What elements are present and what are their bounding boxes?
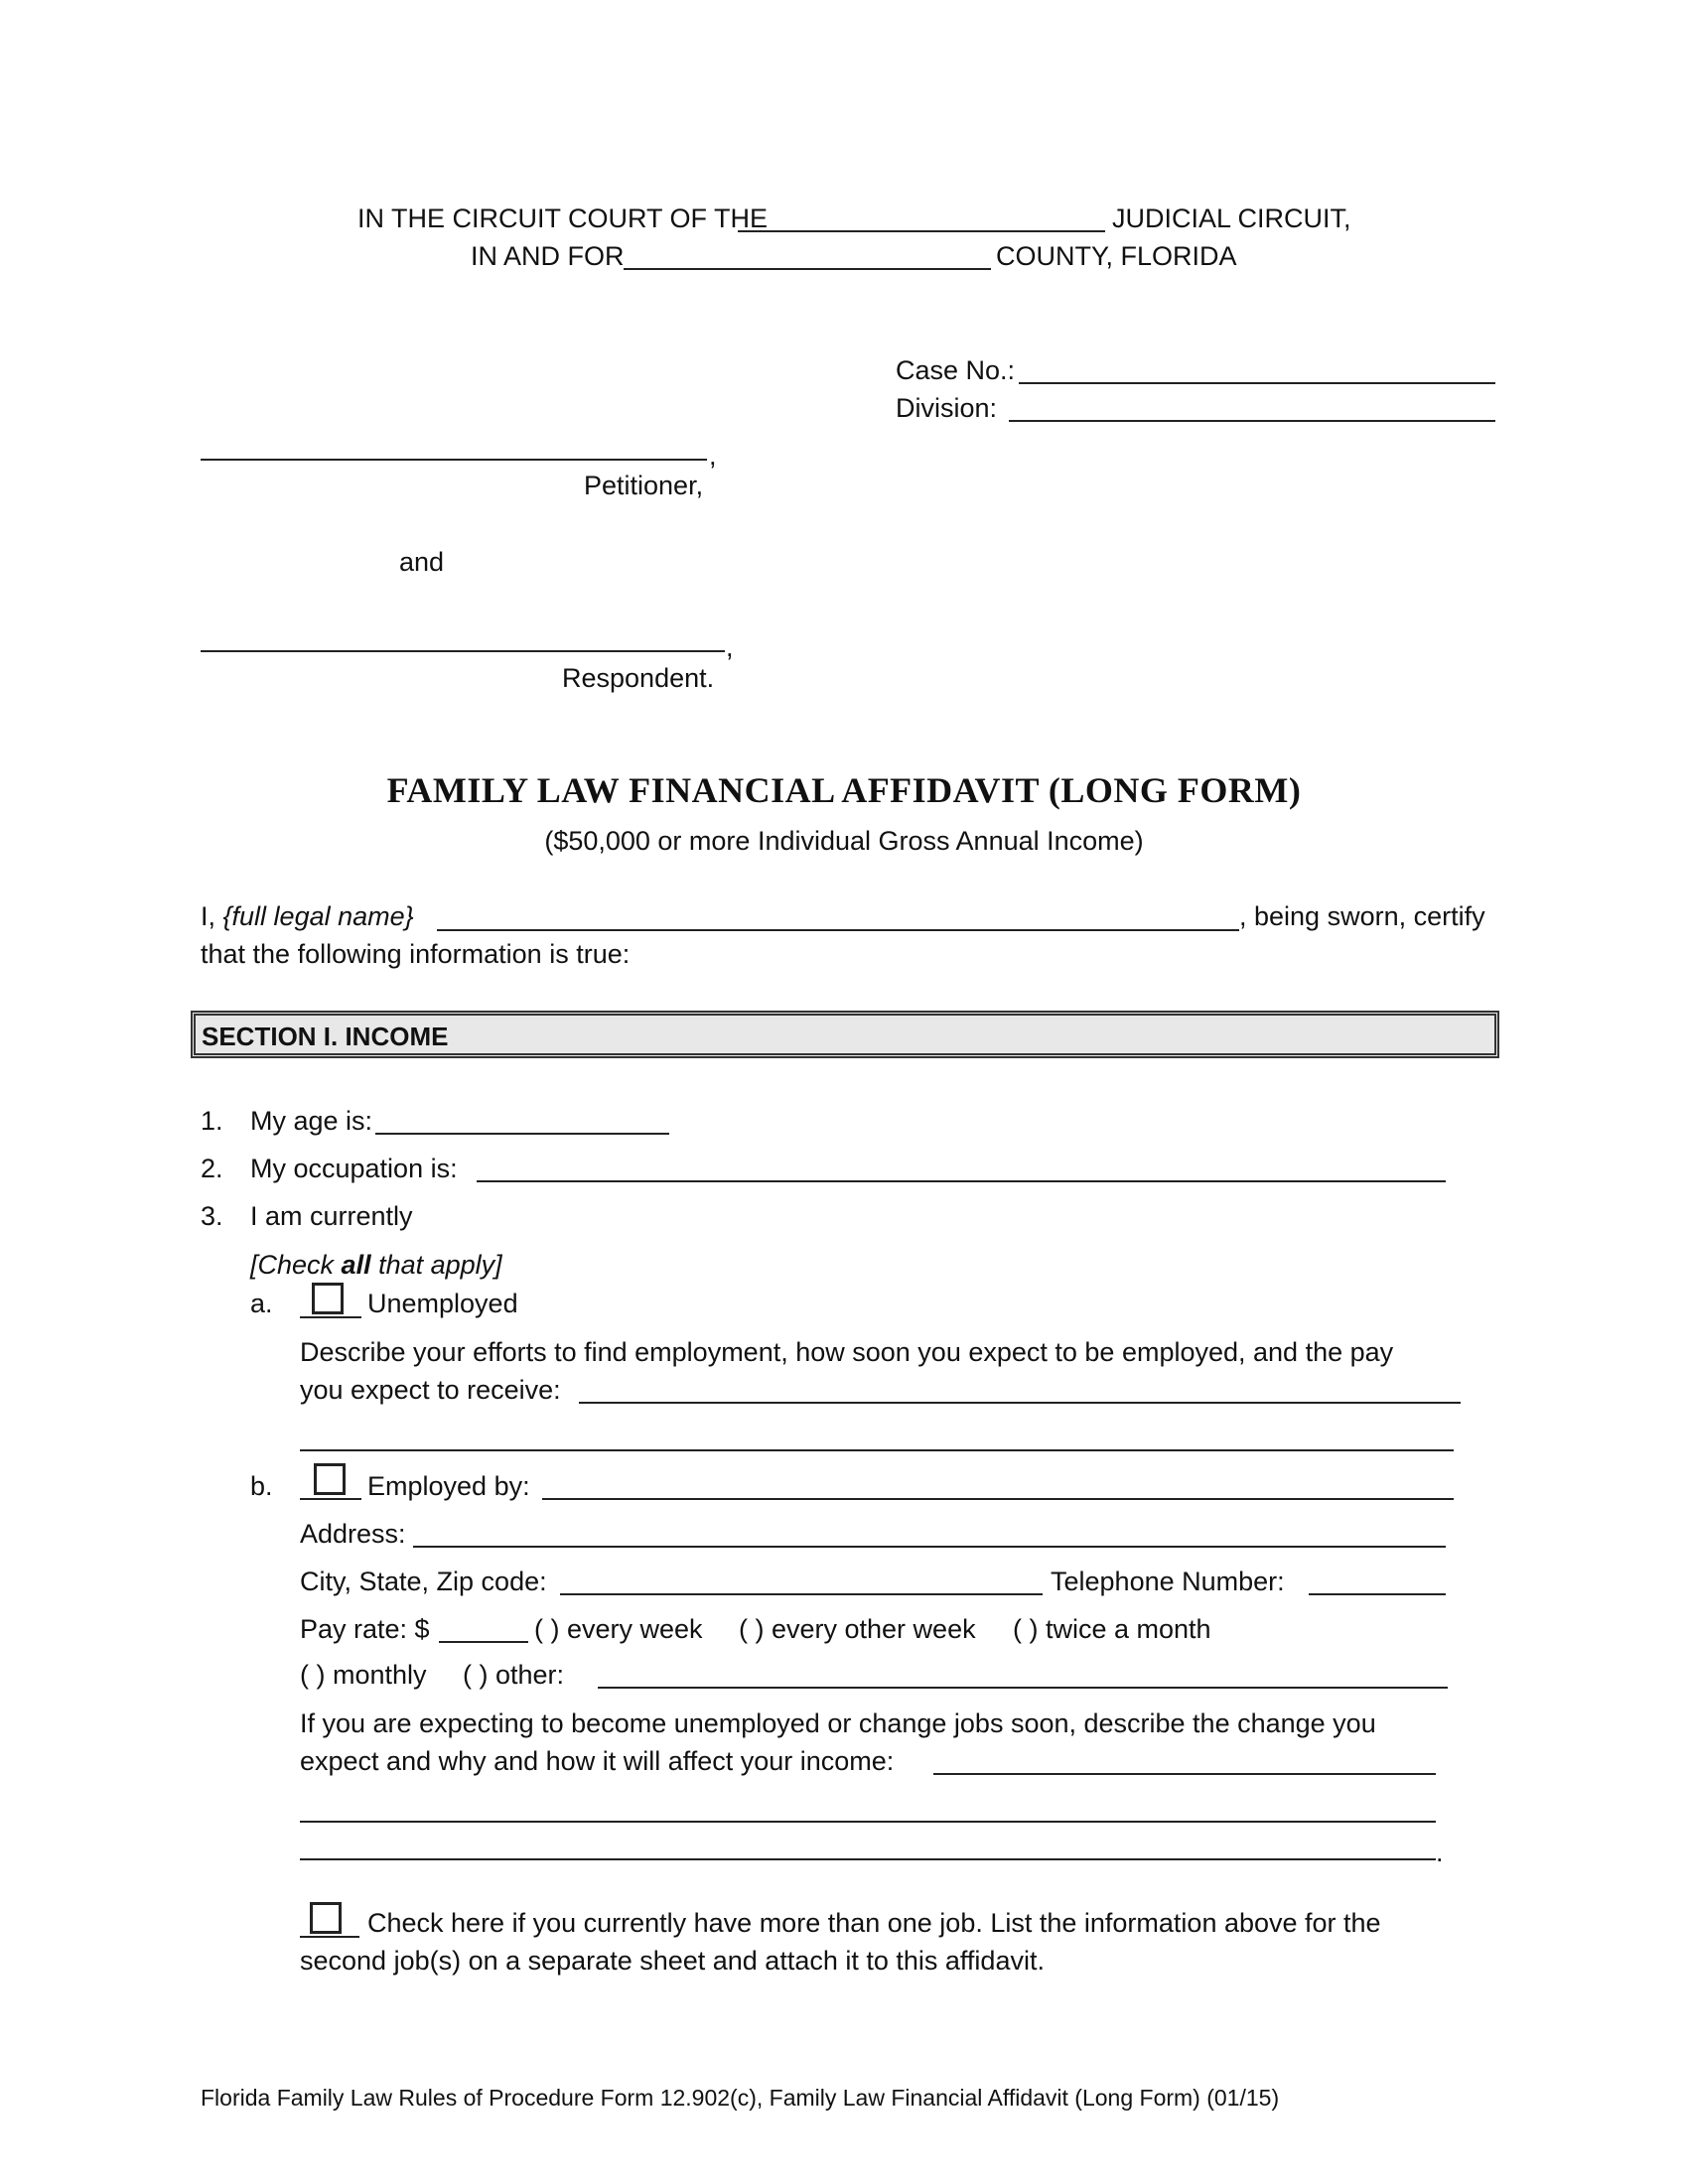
check-instruction-post: that apply] bbox=[370, 1250, 502, 1280]
other-option[interactable]: ( ) other: bbox=[463, 1660, 565, 1690]
case-no-field[interactable] bbox=[1019, 382, 1495, 384]
expect-change-line-1: If you are expecting to become unemployed or change jobs soon, describe the change you bbox=[300, 1708, 1376, 1738]
oath-prefix: I, bbox=[201, 901, 223, 931]
petitioner-label: Petitioner, bbox=[584, 471, 704, 500]
expect-change-line-2: expect and why and how it will affect your income: bbox=[300, 1746, 895, 1776]
employed-checkbox[interactable] bbox=[314, 1463, 346, 1495]
more-jobs-line-1: Check here if you currently have more than one job. List the information above for the bbox=[367, 1908, 1381, 1938]
pay-rate-field[interactable] bbox=[439, 1641, 528, 1643]
petitioner-comma: , bbox=[709, 441, 717, 471]
form-title: FAMILY LAW FINANCIAL AFFIDAVIT (LONG FORM) bbox=[386, 770, 1302, 810]
employer-name-field[interactable] bbox=[542, 1498, 1454, 1500]
expected-change-field[interactable] bbox=[933, 1773, 1436, 1775]
occupation-field[interactable] bbox=[477, 1180, 1446, 1182]
check-instruction-pre: [Check bbox=[250, 1250, 342, 1280]
other-pay-field[interactable] bbox=[598, 1687, 1448, 1689]
monthly-option[interactable]: ( ) monthly bbox=[300, 1660, 427, 1690]
address-label: Address: bbox=[300, 1519, 406, 1549]
form-footer: Florida Family Law Rules of Procedure Form 12.902(c), Family Law Financial Affidavit (Long Form) (01/15) bbox=[201, 2085, 1280, 2111]
expected-change-period: . bbox=[1436, 1838, 1444, 1867]
item-3-number: 3. bbox=[201, 1201, 223, 1231]
currently-label: I am currently bbox=[250, 1201, 413, 1231]
age-field[interactable] bbox=[375, 1133, 669, 1135]
city-state-zip-label: City, State, Zip code: bbox=[300, 1567, 547, 1596]
city-state-zip-field[interactable] bbox=[560, 1593, 1043, 1595]
telephone-label: Telephone Number: bbox=[1051, 1567, 1285, 1596]
unemployed-checkbox[interactable] bbox=[312, 1283, 344, 1314]
section-income-header bbox=[191, 1011, 1499, 1058]
occupation-label: My occupation is: bbox=[250, 1154, 458, 1183]
respondent-name-field[interactable] bbox=[201, 650, 725, 652]
county-suffix: COUNTY, FLORIDA bbox=[996, 241, 1237, 271]
case-no-label: Case No.: bbox=[896, 355, 1016, 385]
county-prefix: IN AND FOR bbox=[471, 241, 625, 271]
respondent-comma: , bbox=[726, 632, 734, 662]
unemployed-label: Unemployed bbox=[367, 1289, 518, 1318]
item-b-marker: b. bbox=[250, 1471, 273, 1501]
twice-a-month-option[interactable]: ( ) twice a month bbox=[1013, 1614, 1211, 1644]
division-label: Division: bbox=[896, 393, 998, 423]
pay-rate-label: Pay rate: $ bbox=[300, 1614, 430, 1644]
full-legal-name-hint: {full legal name} bbox=[222, 901, 414, 931]
employment-efforts-field[interactable] bbox=[300, 1449, 1454, 1451]
unemployed-underline bbox=[300, 1316, 361, 1318]
court-suffix: JUDICIAL CIRCUIT, bbox=[1112, 204, 1351, 233]
item-2-number: 2. bbox=[201, 1154, 223, 1183]
respondent-label: Respondent. bbox=[562, 663, 715, 693]
item-1-number: 1. bbox=[201, 1106, 223, 1136]
judicial-circuit-field[interactable] bbox=[738, 230, 1105, 232]
describe-efforts-line-2: you expect to receive: bbox=[300, 1375, 561, 1405]
more-jobs-underline bbox=[300, 1936, 359, 1938]
form-subtitle: ($50,000 or more Individual Gross Annual Income) bbox=[544, 826, 1144, 856]
check-instruction-all: all bbox=[341, 1250, 371, 1280]
expected-change-field-3[interactable] bbox=[300, 1858, 1436, 1860]
court-prefix: IN THE CIRCUIT COURT OF THE bbox=[357, 204, 769, 233]
every-week-option[interactable]: ( ) every week bbox=[534, 1614, 703, 1644]
more-jobs-line-2: second job(s) on a separate sheet and attach it to this affidavit. bbox=[300, 1946, 1045, 1976]
oath-line bbox=[201, 903, 414, 930]
employed-underline bbox=[300, 1498, 361, 1500]
division-field[interactable] bbox=[1009, 420, 1495, 422]
employed-by-label: Employed by: bbox=[367, 1471, 530, 1501]
telephone-field[interactable] bbox=[1309, 1593, 1446, 1595]
and-label: and bbox=[399, 547, 445, 577]
section-title: SECTION I. INCOME bbox=[202, 1022, 449, 1051]
check-all-instruction bbox=[250, 1252, 502, 1279]
age-label: My age is: bbox=[250, 1106, 373, 1136]
full-legal-name-field[interactable] bbox=[437, 929, 1239, 931]
expected-change-field-2[interactable] bbox=[300, 1821, 1436, 1823]
more-than-one-job-checkbox[interactable] bbox=[310, 1902, 342, 1934]
oath-suffix: , being sworn, certify bbox=[1239, 901, 1485, 931]
expected-pay-field[interactable] bbox=[579, 1402, 1461, 1404]
county-field[interactable] bbox=[624, 268, 991, 270]
oath-line-2: that the following information is true: bbox=[201, 939, 631, 969]
petitioner-name-field[interactable] bbox=[201, 459, 707, 461]
item-a-marker: a. bbox=[250, 1289, 273, 1318]
employer-address-field[interactable] bbox=[413, 1546, 1446, 1548]
every-other-week-option[interactable]: ( ) every other week bbox=[739, 1614, 976, 1644]
describe-efforts-line-1: Describe your efforts to find employment, how soon you expect to be employed, and the pay bbox=[300, 1337, 1394, 1367]
